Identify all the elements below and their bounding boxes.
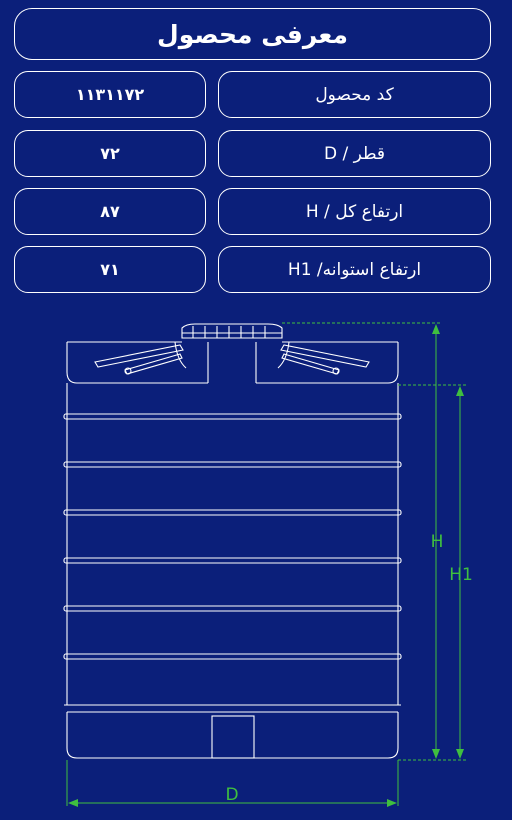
spec-value-diameter: ۷۲ bbox=[14, 130, 206, 177]
dim-label-d: D bbox=[225, 785, 239, 805]
dimension-lines bbox=[67, 323, 466, 806]
page-title: معرفی محصول bbox=[14, 8, 491, 60]
dim-label-h1: H1 bbox=[449, 565, 473, 585]
tank-diagram bbox=[0, 300, 512, 820]
tank-outline bbox=[64, 324, 401, 758]
spec-label-product-code: کد محصول bbox=[218, 71, 491, 118]
spec-label-diameter: قطر / D bbox=[218, 130, 491, 177]
spec-value-cylinder-height: ۷۱ bbox=[14, 246, 206, 293]
spec-label-total-height: ارتفاع کل / H bbox=[218, 188, 491, 235]
spec-label-cylinder-height: ارتفاع استوانه/ H1 bbox=[218, 246, 491, 293]
dim-label-h: H bbox=[430, 532, 444, 552]
dimension-arrows bbox=[68, 324, 464, 807]
spec-value-total-height: ۸۷ bbox=[14, 188, 206, 235]
spec-value-product-code: ۱۱۳۱۱۷۲ bbox=[14, 71, 206, 118]
